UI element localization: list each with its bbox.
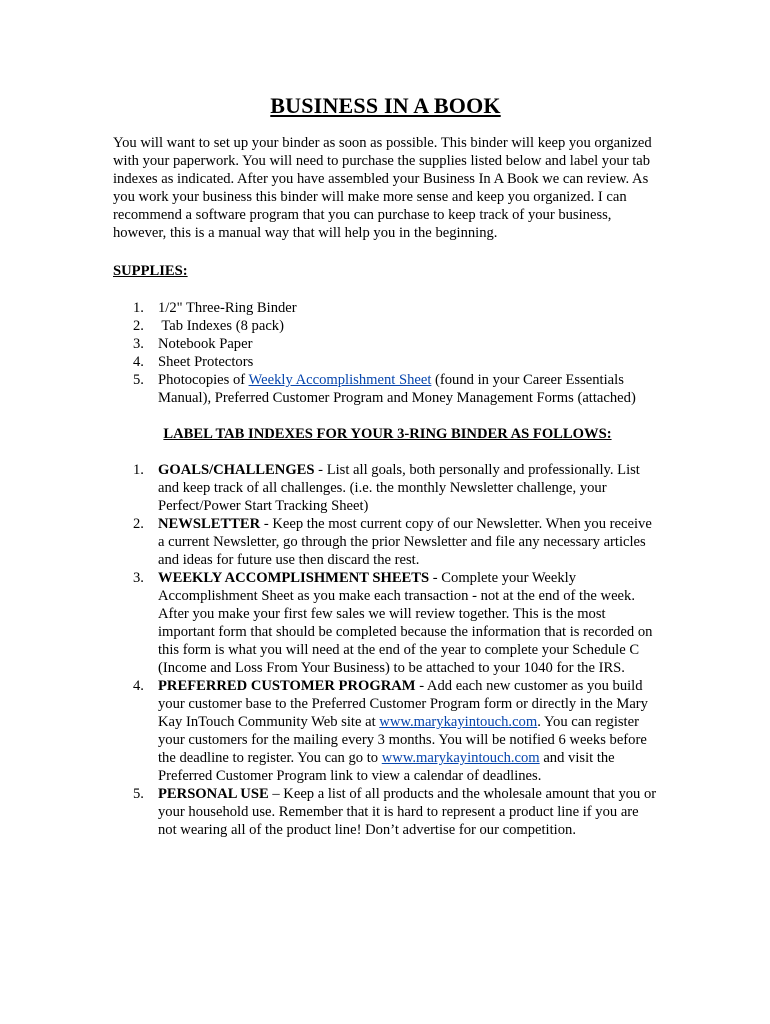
supplies-list xyxy=(113,299,658,407)
list-item xyxy=(113,569,658,677)
document-title: BUSINESS IN A BOOK xyxy=(270,93,501,118)
list-item-text: 1/2" Three-Ring Binder xyxy=(158,300,297,316)
list-number: 3. xyxy=(133,336,144,352)
supplies-heading: SUPPLIES: xyxy=(113,263,188,279)
tab-indexes-list xyxy=(113,461,658,839)
weekly-accomplishment-sheet-link[interactable]: Weekly Accomplishment Sheet xyxy=(248,372,432,388)
list-number: 4. xyxy=(133,678,144,694)
list-item-text: Photocopies of xyxy=(158,372,249,388)
list-number: 3. xyxy=(133,570,144,586)
marykayintouch-link-2[interactable]: www.marykayintouch.com xyxy=(381,750,540,766)
tab-label-goals: GOALS/CHALLENGES xyxy=(158,462,315,478)
list-item xyxy=(113,317,658,335)
list-item-text: - Add each new customer as you build your customer base to the Preferred Customer Program form or directly in the Mary Kay InTouch Community Web site at xyxy=(158,678,648,730)
list-item xyxy=(113,785,658,839)
list-item-text: . You can register your customers for the mailing every 3 months. You will be notified 6 weeks before the deadline to register. You can go to xyxy=(158,714,647,766)
list-item xyxy=(113,353,658,371)
list-item-text: - Keep the most current copy of our Newsletter. When you receive a current Newsletter, go through the prior Newsletter and file any necessary articles and ideas for future use then discard the rest. xyxy=(158,516,652,568)
list-item xyxy=(113,335,658,353)
list-number: 5. xyxy=(133,372,144,388)
list-number: 2. xyxy=(133,318,144,334)
list-number: 1. xyxy=(133,300,144,316)
list-number: 5. xyxy=(133,786,144,802)
list-item-text: - List all goals, both personally and professionally. List and keep track of all challenges. (i.e. the monthly Newsletter challenge, your Perfect/Power Start Tracking Sheet) xyxy=(158,462,640,514)
tab-label-preferred-customer: PREFERRED CUSTOMER PROGRAM xyxy=(158,678,416,694)
tab-label-newsletter: NEWSLETTER xyxy=(158,516,261,532)
list-item xyxy=(113,371,658,407)
list-item-text: Notebook Paper xyxy=(158,336,253,352)
list-item xyxy=(113,515,658,569)
list-item-text: - Complete your Weekly Accomplishment Sheet as you make each transaction - not at the end of the week. After you make your first few sales we will review together. This is the most important form that should be completed because the information that is recorded on this form is what you will need at the end of the year to complete your Schedule C (Income and Loss From Your Business) to be attached to your 1040 for the IRS. xyxy=(158,570,653,676)
list-item xyxy=(113,461,658,515)
marykayintouch-link[interactable]: www.marykayintouch.com xyxy=(379,714,538,730)
list-item-text: (found in your Career Essentials Manual), Preferred Customer Program and Money Management Forms (attached) xyxy=(158,372,636,406)
intro-paragraph: You will want to set up your binder as soon as possible. This binder will keep you organized with your paperwork. You will need to purchase the supplies listed below and label your tab indexes as indicated. After you have assembled your Business In A Book we can review. As you work your business this binder will make more sense and keep you organized. I can recommend a software program that you can purchase to keep track of your business, however, this is a manual way that will help you in the beginning. xyxy=(113,135,652,241)
list-item xyxy=(113,677,658,785)
tab-label-personal-use: PERSONAL USE xyxy=(158,786,269,802)
list-item-text: Tab Indexes (8 pack) xyxy=(158,318,284,334)
list-number: 2. xyxy=(133,516,144,532)
tab-indexes-heading: LABEL TAB INDEXES FOR YOUR 3-RING BINDER AS FOLLOWS: xyxy=(163,426,612,442)
list-number: 4. xyxy=(133,354,144,370)
list-item-text: – Keep a list of all products and the wholesale amount that you or your household use. Remember that it is hard to represent a product line if you are not wearing all of the product line! Don’t advertise for our competition. xyxy=(158,786,657,838)
list-item xyxy=(113,299,658,317)
document-page xyxy=(113,92,658,839)
list-number: 1. xyxy=(133,462,144,478)
list-item-text: Sheet Protectors xyxy=(158,354,254,370)
list-item-text: and visit the Preferred Customer Program link to view a calendar of deadlines. xyxy=(158,750,615,784)
tab-label-weekly-accomplishment: WEEKLY ACCOMPLISHMENT SHEETS xyxy=(158,570,430,586)
